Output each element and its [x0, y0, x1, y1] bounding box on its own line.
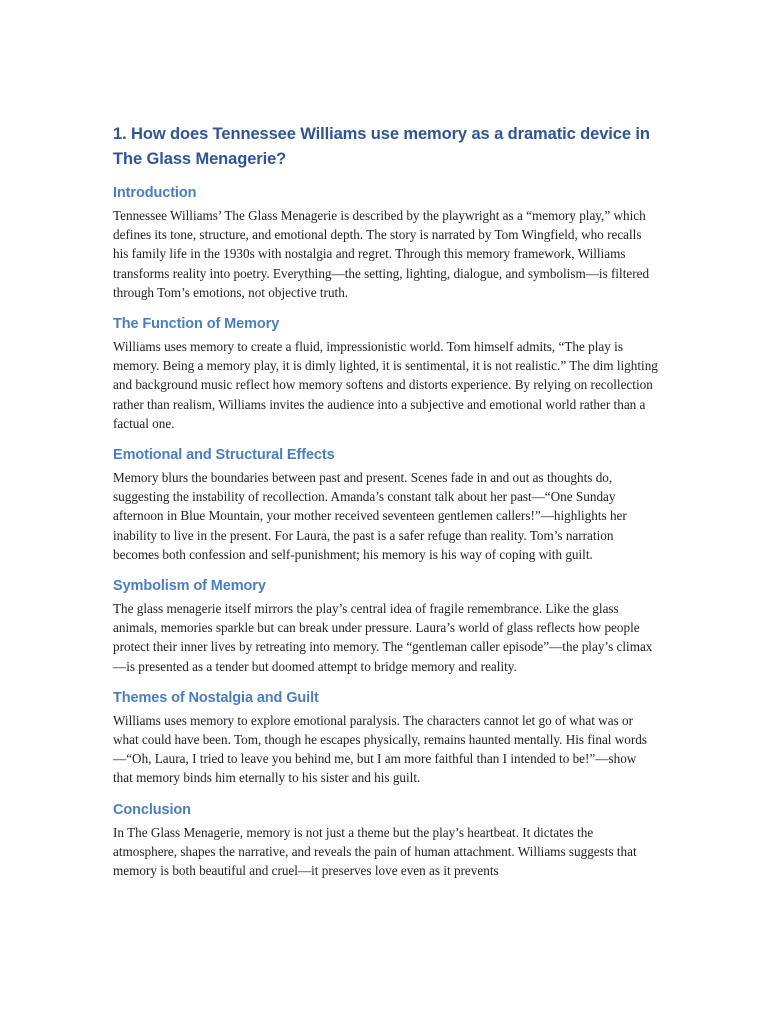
document-page: [113, 122, 658, 892]
section-heading: Emotional and Structural Effects: [113, 447, 335, 464]
section-heading: Conclusion: [113, 801, 191, 818]
section-emotional-structural-effects: [113, 445, 658, 564]
section-conclusion: [113, 800, 658, 881]
section-heading: The Function of Memory: [113, 316, 280, 333]
section-paragraph: Williams uses memory to create a fluid, impressionistic world. Tom himself admits, “The play is memory. Being a memory play, it is dimly lighted, it is sentimental, it is not realistic.” The dim lighting and background music reflect how memory softens and distorts experience. By relying on recollection rather than realism, Williams invites the audience into a subjective and emotional world rather than a factual one.: [113, 339, 658, 431]
section-paragraph: Memory blurs the boundaries between past and present. Scenes fade in and out as thoughts do, suggesting the instability of recollection. Amanda’s constant talk about her past—“One Sunday afternoon in Blue Mountain, your mother received seventeen gentlemen callers!”—highlights her inability to live in the present. For Laura, the past is a safer refuge than reality. Tom’s narration becomes both confession and self-punishment; his memory is his way of coping with guilt.: [113, 470, 627, 562]
section-heading: Introduction: [113, 185, 197, 201]
section-paragraph: Williams uses memory to explore emotional paralysis. The characters cannot let go of what was or what could have been. Tom, though he escapes physically, remains haunted mentally. His final words—“Oh, Laura, I tried to leave you behind me, but I am more faithful than I intended to be!”—show that memory binds him eternally to his sister and his guilt.: [113, 712, 648, 786]
section-paragraph: In The Glass Menagerie, memory is not just a theme but the play’s heartbeat. It dictates the atmosphere, shapes the narrative, and reveals the pain of human attachment. Williams suggests that memory is both beautiful and cruel—it preserves love even as it prevents: [113, 824, 637, 879]
section-heading: Symbolism of Memory: [113, 578, 266, 595]
section-paragraph: The glass menagerie itself mirrors the play’s central idea of fragile remembrance. Like the glass animals, memories sparkle but can break under pressure. Laura’s world of glass reflects how people protect their inner lives by retreating into memory. The “gentleman caller episode”—the play’s climax—is presented as a tender but doomed attempt to bridge memory and reality.: [113, 601, 653, 674]
section-paragraph: Tennessee Williams’ The Glass Menagerie is described by the playwright as a “memory play,” which defines its tone, structure, and emotional depth. The story is narrated by Tom Wingfield, who recalls his family life in the 1930s with nostalgia and regret. Through this memory framework, Williams transforms reality into poetry. Everything—the setting, lighting, dialogue, and symbolism—is filtered through Tom’s emotions, not objective truth.: [113, 208, 650, 300]
document-title: 1. How does Tennessee Williams use memory as a dramatic device in The Glass Menagerie?: [113, 125, 650, 168]
section-introduction: [113, 183, 658, 302]
section-heading: Themes of Nostalgia and Guilt: [113, 689, 319, 706]
section-symbolism-of-memory: [113, 576, 658, 676]
section-nostalgia-and-guilt: [113, 688, 658, 788]
section-function-of-memory: [113, 314, 658, 433]
